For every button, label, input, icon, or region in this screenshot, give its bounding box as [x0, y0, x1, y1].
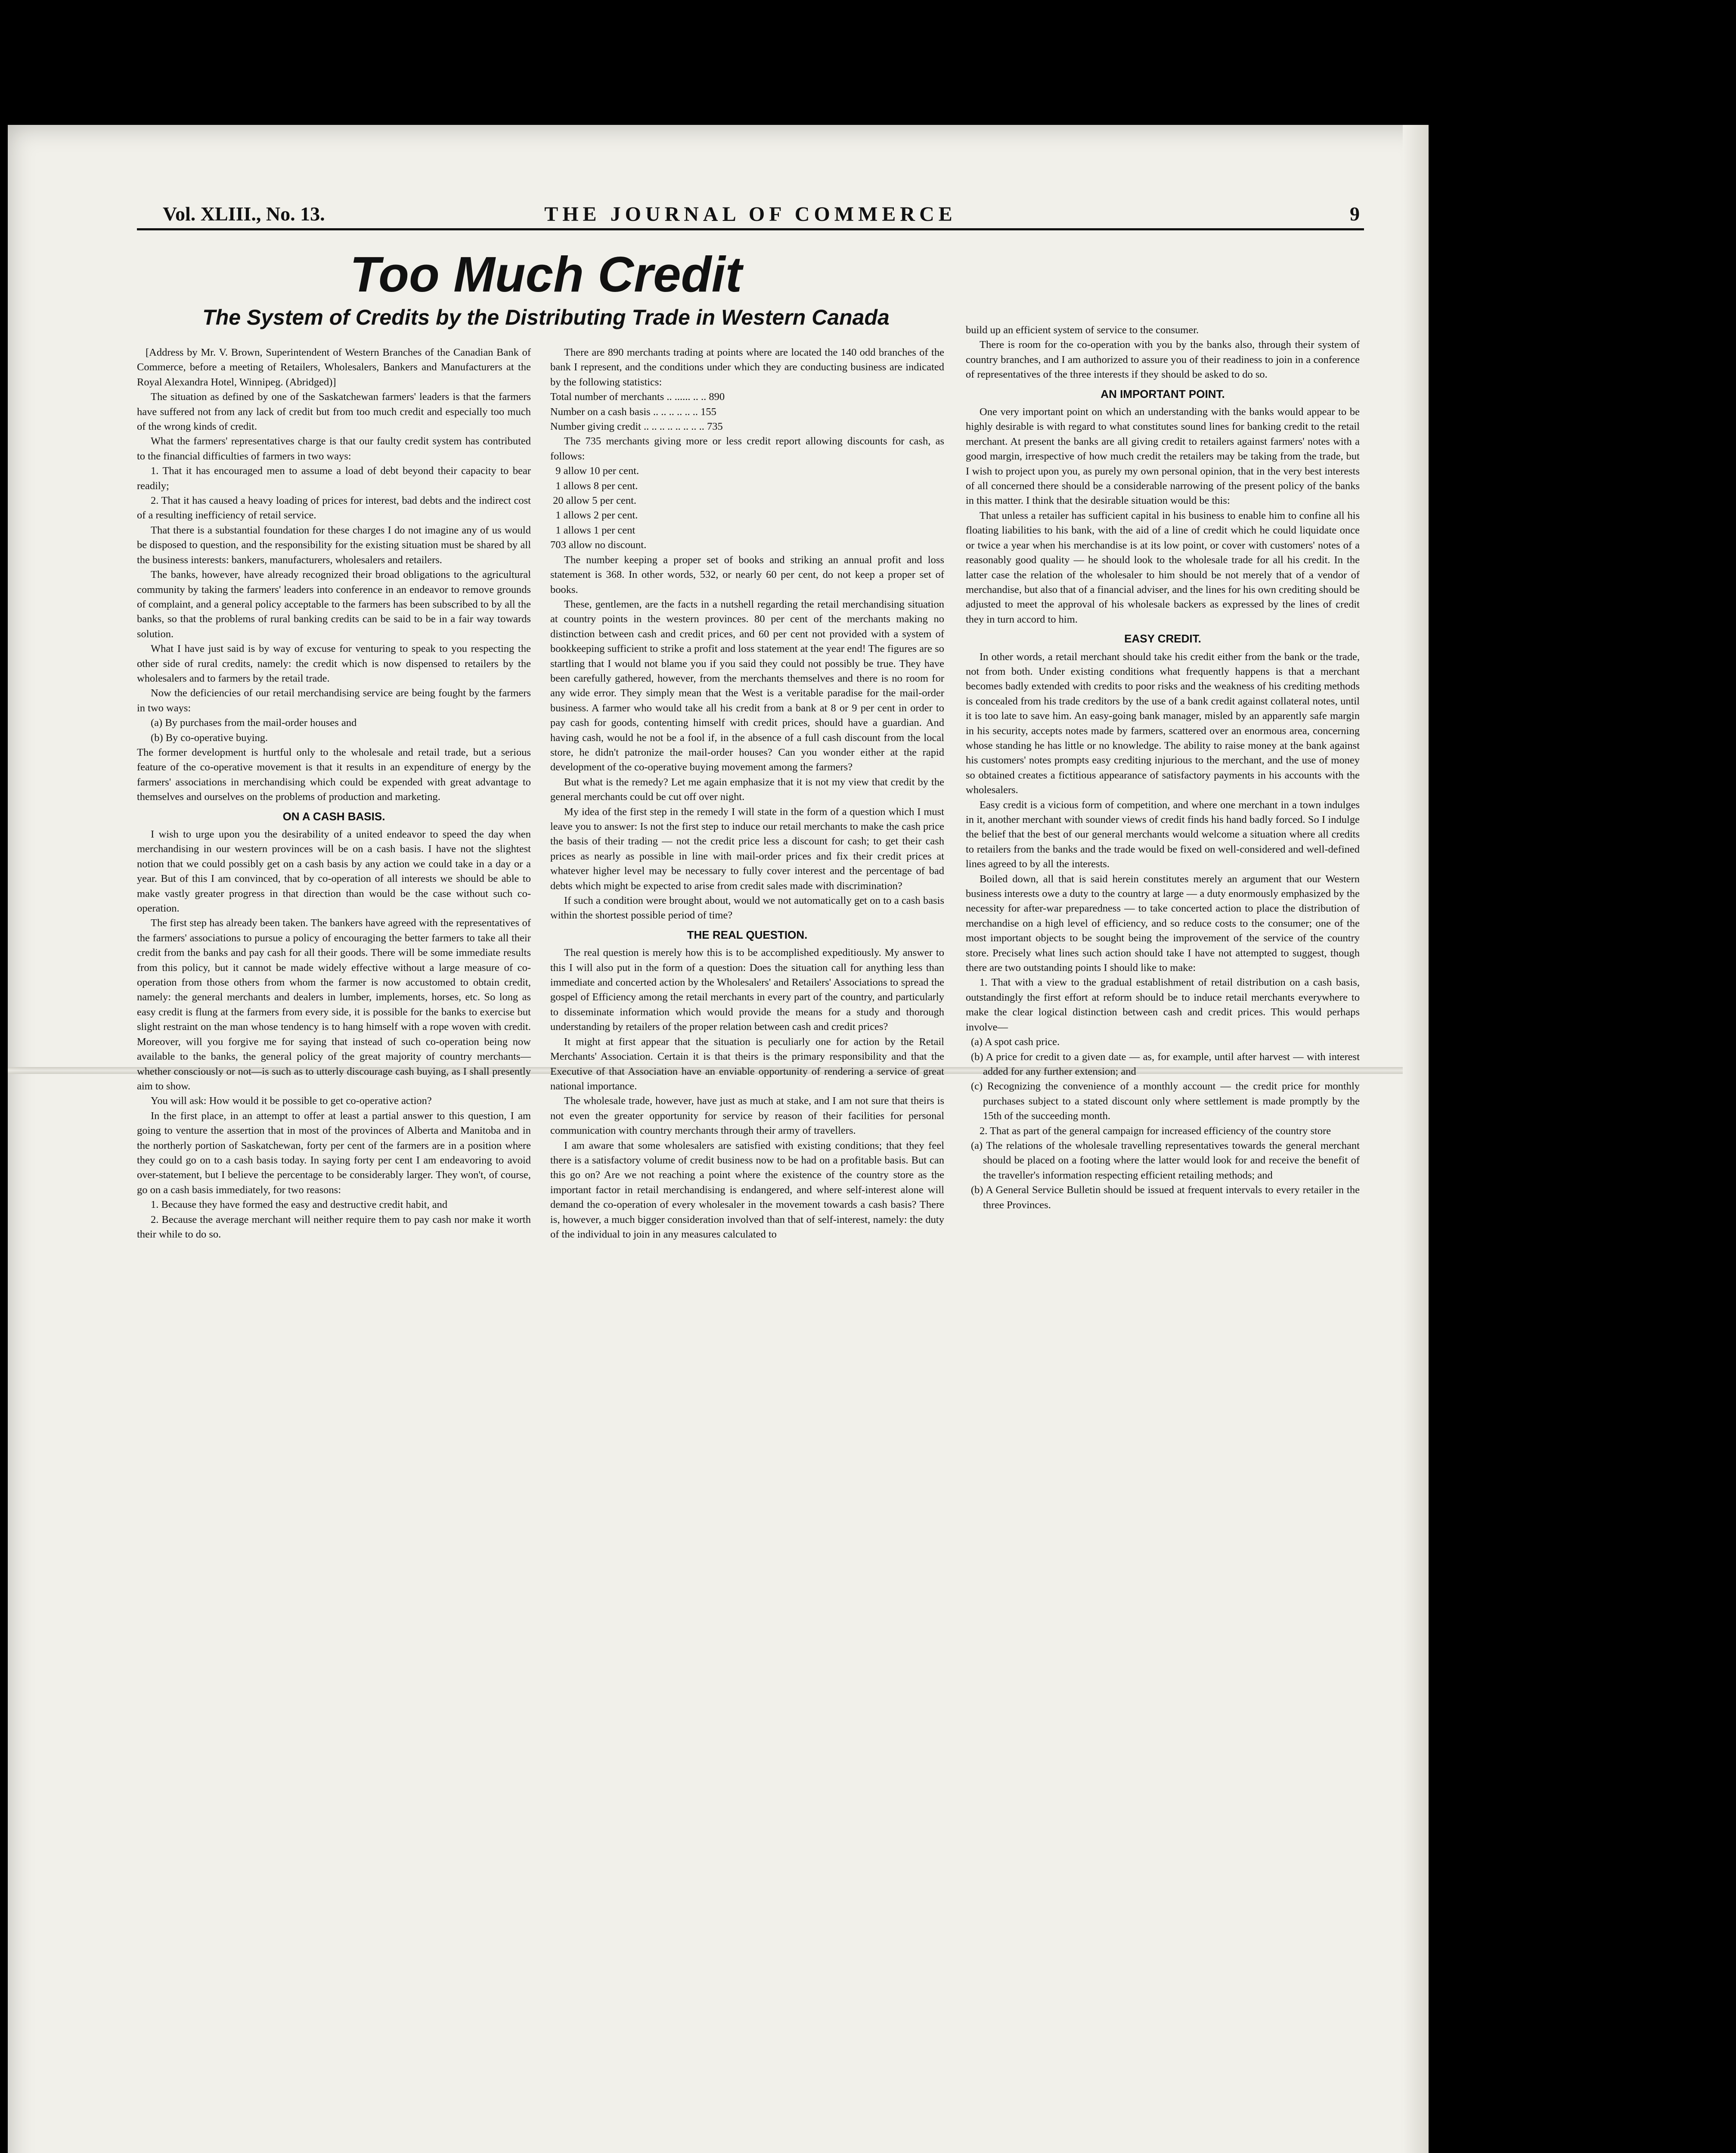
discount-line: 703 allow no discount.	[550, 539, 647, 551]
paragraph: But what is the remedy? Let me again emphasize that it is not my view that credit by the general merchants could be cut off over night.	[550, 776, 944, 803]
paragraph: It might at first appear that the situation is peculiarly one for action by the Retail Merchants' Association. Certain it is that theirs is the primary responsibility and that the Executive of that Association have an enviable opportunity of rendering a service of great national importance.	[550, 1036, 944, 1092]
paragraph: 2. That it has caused a heavy loading of prices for interest, bad debts and the indirect cost of a resulting inefficiency of retail service.	[137, 495, 531, 521]
list-item: (c) Recognizing the convenience of a monthly account — the credit price for monthly purchases subject to a stated discount only where settlement is made promptly by the 15th of the succeeding month.	[971, 1080, 1360, 1122]
stat-line: Number giving credit .. .. .. .. .. .. .. .. 735	[550, 421, 723, 433]
paragraph: These, gentlemen, are the facts in a nutshell regarding the retail merchandising situation at country points in the western provinces. 80 per cent of the merchants making no distinction between cash and credit prices, and 60 per cent not provided with a system of bookkeeping sufficient to strike a profit and loss statement at the year end! The figures are so startling that I would not blame you if you said they could not possibly be true. They have been carefully gathered, however, from the merchants themselves and there is no room for any wide error. They simply mean that the West is a veritable paradise for the mail-order business. A farmer who would take all his credit from a bank at 8 or 9 per cent in order to pay cash for goods, contenting himself with credit prices, should have a guardian. And having cash, would he not be a fool if, in the absence of a full cash discount from the local store, he didn't patronize the mail-order houses? Can you wonder either at the rapid development of the co-operative buying movement among the farmers?	[550, 598, 944, 773]
paragraph: In other words, a retail merchant should take his credit either from the bank or the trade, not from both. Under existing conditions what frequently happens is that a merchant becomes badly extended with credits to poor risks and the weakness of his crediting methods is concealed from his trade creditors by the use of a bank credit against collateral notes, until it is too late to save him. An easy-going bank manager, misled by an apparently safe margin in his security, accepts notes made by farmers, scattered over an enormous area, concerning whose standing he has little or no knowledge. The ability to raise money at the bank against his customers' notes prompts easy crediting injurious to the merchant, and the use of money so obtained creates a fictitious appearance of satisfactory payments in his accounts with the wholesalers.	[966, 651, 1360, 796]
column-1	[137, 345, 531, 1242]
paragraph: The 735 merchants giving more or less credit report allowing discounts for cash, as follows:	[550, 435, 944, 462]
section-heading: ON A CASH BASIS.	[282, 810, 385, 823]
paragraph: I am aware that some wholesalers are satisfied with existing conditions; that they feel there is a satisfactory volume of credit business now to be had on a profitable basis. But can this go on? Are we not reaching a point where the existence of the country store as the important factor in retail merchandising is endangered, and where self-interest alone will demand the co-operation of every wholesaler in the movement towards a cash basis? There is, however, a much bigger consideration involved than that of self-interest, namely: the duty of the individual to join in any measures calculated to	[550, 1139, 944, 1240]
paragraph: The wholesale trade, however, have just as much at stake, and I am not sure that theirs is not even the greater opportunity for service by reason of their facilities for personal communication with country merchants through their army of travellers.	[550, 1095, 944, 1137]
paragraph: That unless a retailer has sufficient capital in his business to enable him to confine all his floating liabilities to his bank, with the aid of a line of credit which he could liquidate once or twice a year when his merchandise is at its low point, or cover with customers' notes of a reasonably good quality — he should look to the wholesale trade for all his credit. In the latter case the relation of the wholesaler to him should be not merely that of a vendor of merchandise, but also that of a financial adviser, and the lines for his own crediting should be adjusted to meet the approval of his wholesale backers as expressed by the lines of credit they in turn accord to him.	[966, 509, 1360, 625]
list-item: 1. Because they have formed the easy and destructive credit habit, and	[151, 1199, 448, 1211]
discount-line: 20 allow 5 per cent.	[550, 495, 637, 507]
paragraph: You will ask: How would it be possible to get co-operative action?	[151, 1095, 432, 1107]
paragraph: build up an efficient system of service to the consumer.	[966, 324, 1199, 336]
paragraph: Easy credit is a vicious form of competition, and where one merchant in a town indulges in it, another merchant with sounder views of credit finds his hand badly forced. So I indulge the belief that the best of our general merchants would welcome a situation where all credits to retailers from the banks and the trade would be fixed on well-considered and well-defined lines agreed to by all the interests.	[966, 799, 1360, 870]
list-item: (b) A General Service Bulletin should be issued at frequent intervals to every retailer in the three Provinces.	[971, 1184, 1360, 1211]
stat-line: Number on a cash basis .. .. .. .. .. .. 155	[550, 406, 716, 418]
paragraph: 1. That it has encouraged men to assume a load of debt beyond their capacity to bear readily;	[137, 465, 531, 492]
journal-title: THE JOURNAL OF COMMERCE	[544, 203, 957, 226]
discount-line: 9 allow 10 per cent.	[550, 465, 639, 477]
paragraph: In the first place, in an attempt to offer at least a partial answer to this question, I am going to venture the assertion that in most of the provinces of Alberta and Manitoba and in the northerly portion of Saskatchewan, forty per cent of the farmers are in a position where they could go on to a cash basis today. In saying forty per cent I am endeavoring to avoid over-statement, but I believe the percentage to be considerably larger. They won't, of course, go on a cash basis immediately, for two reasons:	[137, 1110, 531, 1196]
list-item: (b) A price for credit to a given date — as, for example, until after harvest — with interest added for any further extension; and	[971, 1051, 1360, 1077]
list-item: (b) By co-operative buying.	[151, 732, 268, 744]
discount-line: 1 allows 1 per cent	[550, 524, 636, 536]
paragraph: Now the deficiencies of our retail merchandising service are being fought by the farmers in two ways:	[137, 687, 531, 714]
volume-number: Vol. XLIII., No. 13.	[163, 203, 325, 225]
paragraph: What I have just said is by way of excuse for venturing to speak to you respecting the other side of rural credits, namely: the credit which is now dispensed to retailers by the wholesalers and to farmers by the retail trade.	[137, 643, 531, 684]
paragraph: That there is a substantial foundation for these charges I do not imagine any of us would be disposed to question, and the responsibility for the existing situation must be shared by all the business interests: bankers, manufacturers, wholesalers and retailers.	[137, 524, 531, 566]
paragraph: The situation as defined by one of the Saskatchewan farmers' leaders is that the farmers have suffered not from any lack of credit but from too much credit and especially too much of the wrong kinds of credit.	[137, 391, 531, 433]
list-item: (a) A spot cash price.	[971, 1036, 1060, 1048]
paragraph: 1. That with a view to the gradual establishment of retail distribution on a cash basis, outstandingly the first effort at reform should be to induce retail merchants everywhere to make the clear logical distinction between cash and credit prices. This would perhaps involve—	[966, 977, 1360, 1033]
paragraph: There are 890 merchants trading at points where are located the 140 odd branches of the bank I represent, and the conditions under which they are conducting business are indicated by the following statistics:	[550, 347, 944, 388]
paragraph: The banks, however, have already recognized their broad obligations to the agricultural community by taking the farmers' leaders into conference in an endeavor to remove grounds of complaint, and a general policy acceptable to the farmers has been subscribed to by all the banks, so that the problems of rural banking credits can be said to be in a fair way towards solution.	[137, 569, 531, 640]
list-item: 2. Because the average merchant will neither require them to pay cash nor make it worth their while to do so.	[137, 1213, 531, 1240]
paragraph: The first step has already been taken. The bankers have agreed with the representatives of the farmers' associations to pursue a policy of encouraging the better farmers to take all their credit from the banks and pay cash for all their goods. There will be some immediate results from this policy, but it cannot be made widely effective without a large measure of co-operation from those others from whom the farmer is now accustomed to obtain credit, namely: the general merchants and dealers in lumber, implements, horses, etc. So long as easy credit is flung at the farmers from every side, it is possible for the banks to exercise but slight restraint on the man whose tendency is to hang himself with a rope woven with credit. Moreover, will you forgive me for saying that instead of such co-operation being now available to the banks, the general policy of the great majority of country merchants—whether consciously or not—is such as to utterly discourage cash buying, as I shall presently aim to show.	[137, 917, 531, 1092]
discount-line: 1 allows 8 per cent.	[550, 480, 638, 492]
section-heading: EASY CREDIT.	[1124, 632, 1201, 645]
stat-line: Total number of merchants .. ...... .. .. 890	[550, 391, 725, 403]
paragraph: The real question is merely how this is to be accomplished expeditiously. My answer to this I will also put in the form of a question: Does the situation call for anything less than immediate and concerted action by the Wholesalers' and Retailers' Associations to spread the gospel of Efficiency among the retail merchants in every part of the country, and particularly to disseminate information which would provide the means for a study and thorough understanding by retailers of the proper relation between cash and credit prices?	[550, 947, 944, 1033]
intro-note: [Address by Mr. V. Brown, Superintendent of Western Branches of the Canadian Bank of Commerce, before a meeting of Retailers, Wholesalers, Bankers and Manufacturers at the Royal Alexandra Hotel, Winnipeg. (Abridged)]	[137, 347, 531, 388]
column-3	[966, 202, 1360, 1213]
article-title: Too Much Credit	[350, 246, 742, 302]
paragraph: There is room for the co-operation with you by the banks also, through their system of country branches, and I am authorized to assure you of their readiness to join in a conference of representatives of the three interests if they should be asked to do so.	[966, 339, 1360, 381]
paragraph: Boiled down, all that is said herein constitutes merely an argument that our Western business interests owe a duty to the country at large — a duty enormously emphasized by the necessity for after-war preparedness — to take concerted action to place the distribution of merchandise on a high level of efficiency, and so reduce costs to the consumer; one of the most important objects to be sought being the improvement of the service of the country store. Precisely what lines such action should take I have not attempted to suggest, though there are two outstanding points I should like to make:	[966, 873, 1360, 974]
article-subtitle: The System of Credits by the Distributing Trade in Western Canada	[202, 305, 890, 329]
paragraph: One very important point on which an understanding with the banks would appear to be highly desirable is with regard to what constitutes sound lines for banking credit to the retail merchant. At present the banks are all giving credit to retailers against farmers' notes with a good margin, irrespective of how much credit the retailers may be taking from the trade, but I wish to project upon you, as purely my own personal opinion, that in the very best interests of all concerned there should be a considerable narrowing of the present policy of the banks in this matter. I think that the desirable situation would be this:	[966, 406, 1360, 507]
page-number: 9	[1350, 203, 1360, 225]
page-edge-shadow	[1403, 125, 1429, 2153]
paragraph: 2. That as part of the general campaign for increased efficiency of the country store	[980, 1125, 1331, 1137]
paragraph: The number keeping a proper set of books and striking an annual profit and loss statement is 368. In other words, 532, or nearly 60 per cent, do not keep a proper set of books.	[550, 554, 944, 596]
list-item: (a) The relations of the wholesale travelling representatives towards the general merchant should be placed on a footing where the latter would look for and receive the benefit of the traveller's information respecting efficient retailing methods; and	[971, 1139, 1360, 1181]
paragraph: My idea of the first step in the remedy I will state in the form of a question which I must leave you to answer: Is not the first step to induce our retail merchants to make the cash price the basis of their trading — not the credit price less a discount for cash; to get their cash prices as nearly as possible in line with mail-order prices and fix their credit prices at whatever higher level may be necessary to fully cover interest and the percentage of bad debts which might be expected to arise from credit sales made with discrimination?	[550, 806, 944, 892]
section-heading: THE REAL QUESTION.	[687, 928, 808, 941]
list-item: (a) By purchases from the mail-order houses and	[151, 717, 357, 729]
newspaper-page	[8, 125, 1429, 2153]
column-2	[550, 345, 944, 1242]
discount-line: 1 allows 2 per cent.	[550, 509, 638, 521]
paragraph: If such a condition were brought about, would we not automatically get on to a cash basis within the shortest possible period of time?	[550, 895, 944, 921]
paragraph: What the farmers' representatives charge is that our faulty credit system has contributed to the financial difficulties of farmers in two ways:	[137, 435, 531, 462]
paragraph: The former development is hurtful only to the wholesale and retail trade, but a serious feature of the co-operative movement is that it results in an expenditure of energy by the farmers' associations in merchandising which could be expended with great advantage to themselves and ourselves on the problems of production and marketing.	[137, 746, 531, 803]
section-heading: AN IMPORTANT POINT.	[1100, 387, 1225, 400]
paragraph: I wish to urge upon you the desirability of a united endeavor to speed the day when merchandising in our western provinces will be on a cash basis. I have not the slightest notion that we could possibly get on a cash basis by any action we could take in a day or a year. But of this I am convinced, that by co-operation of all interests we should be able to make vastly greater progress in that direction than would be the case without such co-operation.	[137, 828, 531, 915]
page-content	[137, 202, 1364, 2153]
